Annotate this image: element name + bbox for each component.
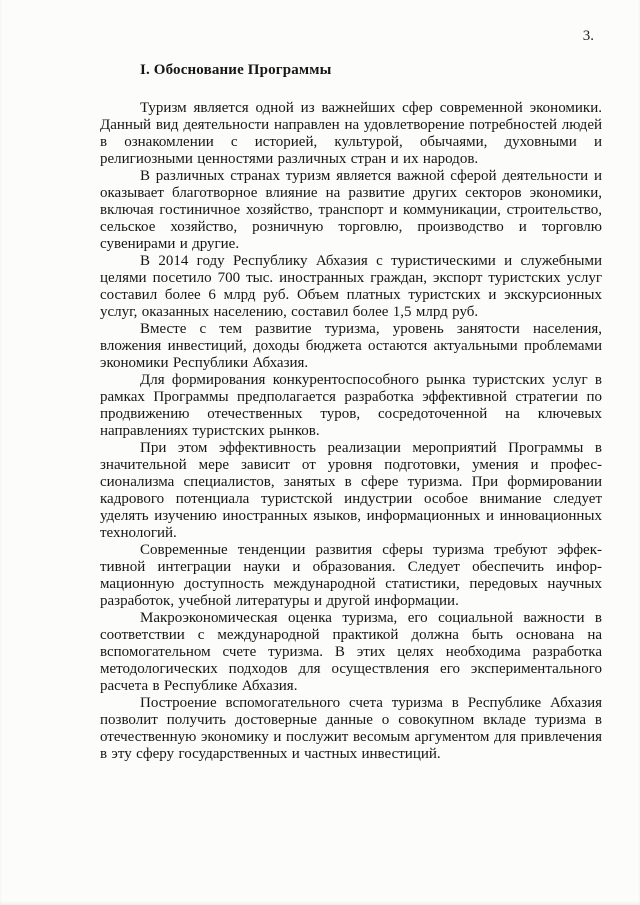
body-paragraph: В 2014 году Республику Абхазия с туристическими и служебными целями посетило 700 тыс. иностранных граждан, экспорт туристских услуг составил более 6 млрд руб. Объем платных туристских и экскурсионных услуг, оказанных населению, составил более 1,5 млрд руб.	[100, 253, 602, 320]
body-paragraph: При этом эффективность реализации мероприятий Программы в значительной мере зависит от уровня подготовки, умения и профессионализма специалистов, занятых в сфере туризма. При формировании кадрового потенциала туристской индустрии особое внимание следует уделять изучению иностранных языков, информационных и инновационных технологий.	[100, 440, 602, 541]
section-heading: I. Обоснование Программы	[140, 62, 332, 78]
body-paragraph: Туризм является одной из важнейших сфер современной экономики. Данный вид деятельности направлен на удовлетворение потребностей людей в ознакомлении с историей, культурой, обычаями, духовными и религиозными ценностями различных стран и их народов.	[100, 100, 602, 167]
body-paragraph: Макроэкономическая оценка туризма, его социальной важности в соответствии с международной практикой должна быть основана на вспомогательном счете туризма. В этих целях необходима разработка методологических подходов для осуществления его экспериментального расчета в Республике Абхазия.	[100, 610, 602, 694]
body-paragraph: Построение вспомогательного счета туризма в Республике Абхазия позволит получить достоверные данные о совокупном вкладе туризма в отечественную экономику и послужит весомым аргументом для привлечения в эту сферу государственных и частных инвестиций.	[100, 695, 602, 762]
body-paragraph: Современные тенденции развития сферы туризма требуют эффективной интеграции науки и образования. Следует обеспечить информационную доступность международной статистики, передовых научных разработок, учебной литературы и другой информации.	[100, 542, 602, 609]
body-paragraph: В различных странах туризм является важной сферой деятельности и оказывает благотворное влияние на развитие других секторов экономики, включая гостиничное хозяйство, транспорт и коммуникации, строительство, сельское хозяйство, розничную торговлю, производство и торговлю сувенирами и другие.	[100, 168, 602, 252]
body-paragraph: Для формирования конкурентоспособного рынка туристских услуг в рамках Программы предполагается разработка эффективной стратегии по продвижению отечественных туров, сосредоточенной на ключевых направлениях туристских рынков.	[100, 372, 602, 439]
body-paragraph: Вместе с тем развитие туризма, уровень занятости населения, вложения инвестиций, доходы бюджета остаются актуальными проблемами экономики Республики Абхазия.	[100, 321, 602, 371]
page-number: 3.	[582, 28, 594, 44]
document-content	[100, 62, 602, 763]
